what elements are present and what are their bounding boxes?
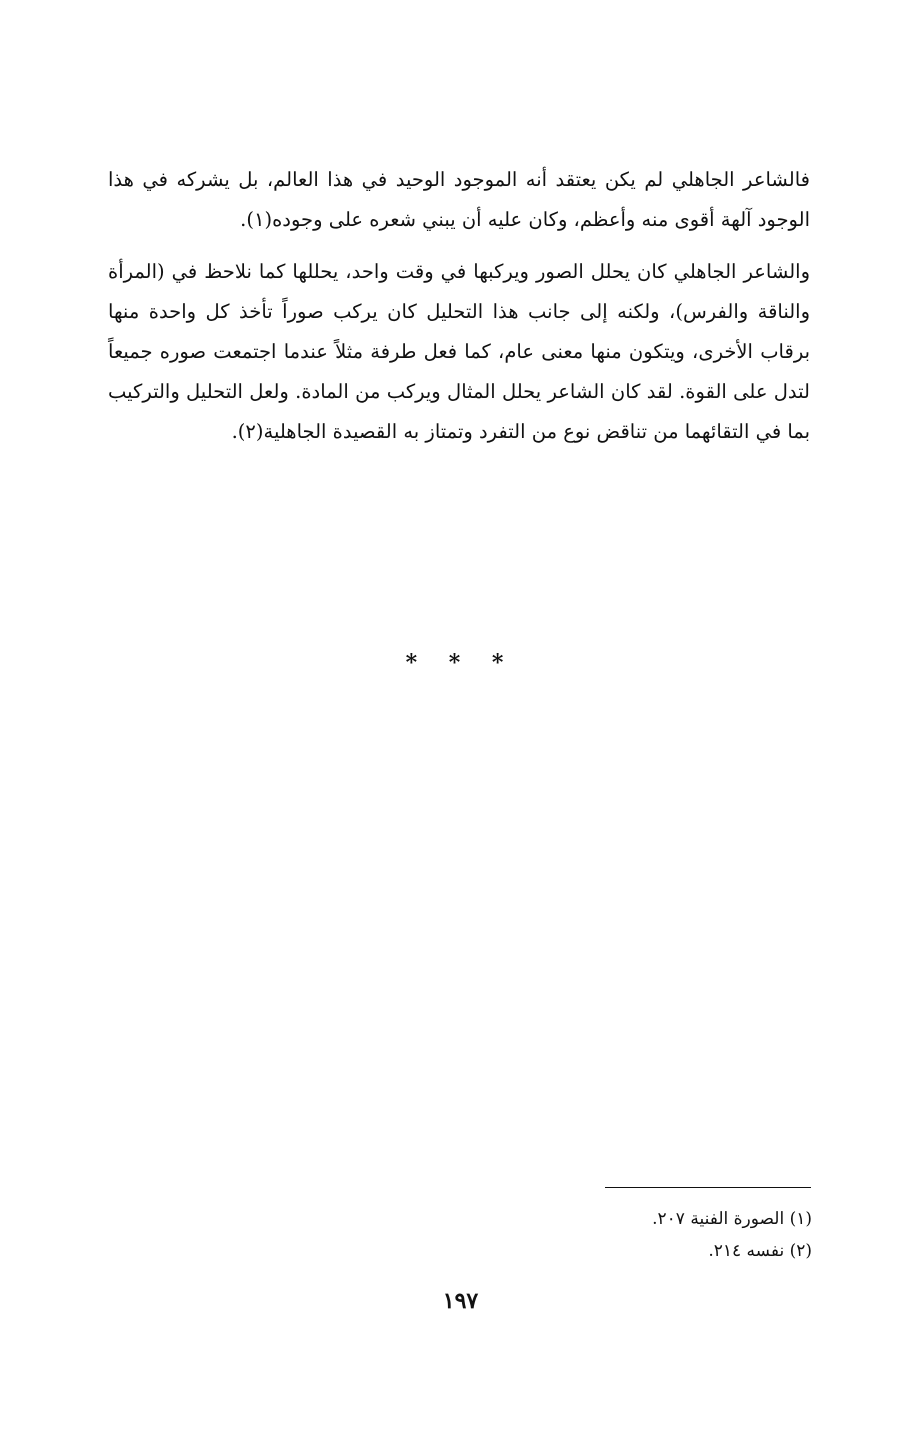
footnote-2: (٢) نفسه ٢١٤. [708, 1241, 812, 1261]
section-separator: * * * [405, 650, 516, 676]
paragraph-1: فالشاعر الجاهلي لم يكن يعتقد أنه الموجود الوحيد في هذا العالم، بل يشركه في هذا الوجود آلهة أقوى منه وأعظم، وكان عليه أن يبني شعره على وجوده(١). [108, 168, 810, 231]
body-text [108, 160, 810, 452]
paragraph-2: والشاعر الجاهلي كان يحلل الصور ويركبها في وقت واحد، يحللها كما نلاحظ في (المرأة والناقة والفرس)، ولكنه إلى جانب هذا التحليل كان يركب صوراً تأخذ كل واحدة منها برقاب الأخرى، ويتكون منها معنى عام، كما فعل طرفة مثلاً عندما اجتمعت صوره جميعاً لتدل على القوة. لقد كان الشاعر يحلل المثال ويركب من المادة. ولعل التحليل والتركيب بما في التقائهما من تناقض نوع من التفرد وتمتاز به القصيدة الجاهلية(٢). [108, 260, 810, 443]
footnotes [560, 1203, 812, 1267]
page-number: ١٩٧ [442, 1288, 479, 1314]
footnote-divider [605, 1187, 811, 1188]
footnote-1: (١) الصورة الفنية ٢٠٧. [652, 1209, 812, 1229]
